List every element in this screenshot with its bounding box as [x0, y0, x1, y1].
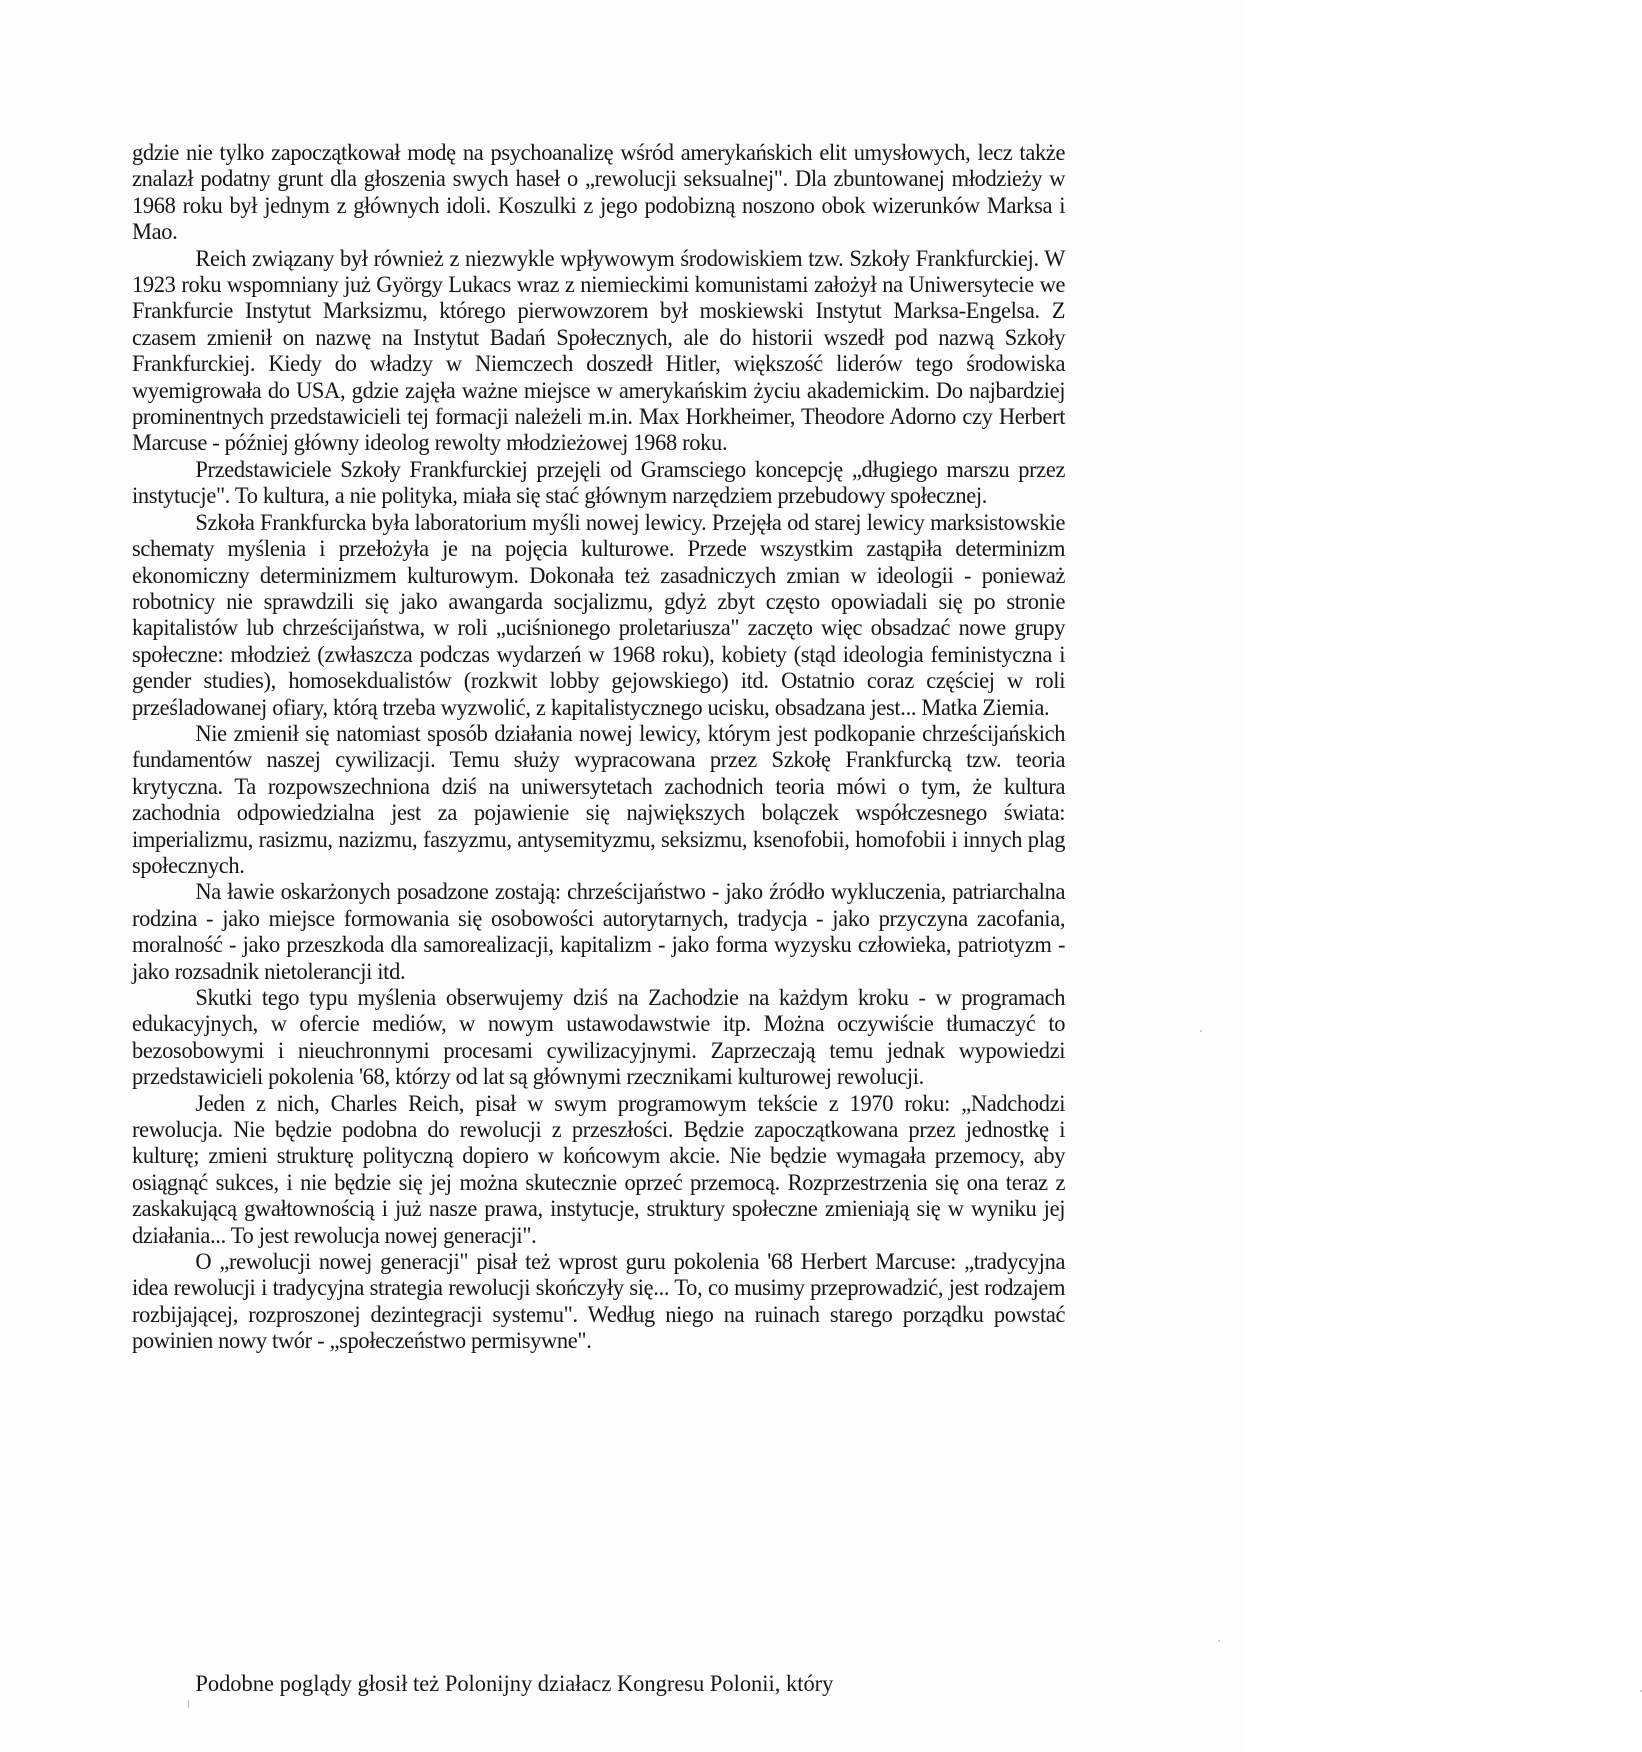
- cut-off-text-line: [132, 1671, 1065, 1697]
- paragraph-7: Skutki tego typu myślenia obserwujemy dziś na Zachodzie na każdym kroku - w programach edukacyjnych, w ofercie mediów, w nowym ustawodawstwie itp. Można oczywiście tłumaczyć to bezosobowymi i nieuchronnymi procesami cywilizacyjnymi. Zaprzeczają temu jednak wypowiedzi przedstawicieli pokolenia '68, którzy od lat są głównymi rzecznikami kulturowej rewolucji.: [132, 985, 1066, 1091]
- scan-speck: [1200, 1030, 1202, 1032]
- document-body: [132, 140, 1065, 1355]
- paragraph-9: O „rewolucji nowej generacji" pisał też wprost guru pokolenia '68 Herbert Marcuse: „tradycyjna idea rewolucji i tradycyjna strategia rewolucji skończyły się... To, co musimy przeprowadzić, jest rodzajem rozbijającej, rozproszonej dezintegracji systemu". Według niego na ruinach starego porządku powstać powinien nowy twór - „społeczeństwo permisywne".: [132, 1249, 1066, 1355]
- paragraph-5: Nie zmienił się natomiast sposób działania nowej lewicy, którym jest podkopanie chrześcijańskich fundamentów naszej cywilizacji. Temu służy wypracowana przez Szkołę Frankfurcką tzw. teoria krytyczna. Ta rozpowszechniona dziś na uniwersytetach zachodnich teoria mówi o tym, że kultura zachodnia odpowiedzialna jest za pojawienie się największych bolączek współczesnego świata: imperializmu, rasizmu, nazizmu, faszyzmu, antysemityzmu, seksizmu, ksenofobii, homofobii i innych plag społecznych.: [132, 720, 1066, 879]
- cut-off-text: Podobne poglądy głosił też Polonijny działacz Kongresu Polonii, który: [195, 1671, 834, 1697]
- paragraph-3: Przedstawiciele Szkoły Frankfurckiej przejęli od Gramsciego koncepcję „długiego marszu przez instytucje". To kultura, a nie polityka, miała się stać głównym narzędziem przebudowy społecznej.: [132, 456, 1066, 510]
- scan-speck: [1218, 1640, 1220, 1642]
- paragraph-2: Reich związany był również z niezwykle wpływowym środowiskiem tzw. Szkoły Frankfurckiej. W 1923 roku wspomniany już György Lukacs wraz z niemieckimi komunistami założył na Uniwersytecie we Frankfurcie Instytut Marksizmu, którego pierwowzorem był moskiewski Instytut Marksa-Engelsa. Z czasem zmienił on nazwę na Instytut Badań Społecznych, ale do historii wszedł pod nazwą Szkoły Frankfurckiej. Kiedy do władzy w Niemczech doszedł Hitler, większość liderów tego środowiska wyemigrowała do USA, gdzie zajęła ważne miejsce w amerykańskim życiu akademickim. Do najbardziej prominentnych przedstawicieli tej formacji należeli m.in. Max Horkheimer, Theodore Adorno czy Herbert Marcuse - później główny ideolog rewolty młodzieżowej 1968 roku.: [132, 245, 1066, 457]
- paragraph-6: Na ławie oskarżonych posadzone zostają: chrześcijaństwo - jako źródło wykluczenia, patriarchalna rodzina - jako miejsce formowania się osobowości autorytarnych, tradycja - jako przyczyna zacofania, moralność - jako przeszkoda dla samorealizacji, kapitalizm - jako forma wyzysku człowieka, patriotyzm - jako rozsadnik nietolerancji itd.: [132, 879, 1066, 985]
- scan-speck: [188, 1700, 189, 1708]
- paragraph-8: Jeden z nich, Charles Reich, pisał w swym programowym tekście z 1970 roku: „Nadchodzi rewolucja. Nie będzie podobna do rewolucji z przeszłości. Będzie zapoczątkowana przez jednostkę i kulturę; zmieni strukturę polityczną dopiero w końcowym akcie. Nie będzie wymagała przemocy, aby osiągnąć sukces, i nie będzie się jej można skutecznie oprzeć przemocą. Rozprzestrzenia się ona teraz z zaskakującą gwałtownością i już nasze prawa, instytucje, struktury społeczne zmieniają się w wyniku jej działania... To jest rewolucja nowej generacji".: [132, 1090, 1066, 1249]
- paragraph-1: gdzie nie tylko zapoczątkował modę na psychoanalizę wśród amerykańskich elit umysłowych, lecz także znalazł podatny grunt dla głoszenia swych haseł o „rewolucji seksualnej". Dla zbuntowanej młodzieży w 1968 roku był jednym z głównych idoli. Koszulki z jego podobizną noszono obok wizerunków Marksa i Mao.: [132, 140, 1066, 246]
- paragraph-4: Szkoła Frankfurcka była laboratorium myśli nowej lewicy. Przejęła od starej lewicy marksistowskie schematy myślenia i przełożyła je na pojęcia kulturowe. Przede wszystkim zastąpiła determinizm ekonomiczny determinizmem kulturowym. Dokonała też zasadniczych zmian w ideologii - ponieważ robotnicy nie sprawdzili się jako awangarda socjalizmu, gdyż zbyt często opowiadali się po stronie kapitalistów lub chrześcijaństwa, w roli „uciśnionego proletariusza" zaczęto więc obsadzać nowe grupy społeczne: młodzież (zwłaszcza podczas wydarzeń w 1968 roku), kobiety (stąd ideologia feministyczna i gender studies), homosekdualistów (rozkwit lobby gejowskiego) itd. Ostatnio coraz częściej w roli prześladowanej ofiary, którą trzeba wyzwolić, z kapitalistycznego ucisku, obsadzana jest... Matka Ziemia.: [132, 509, 1066, 721]
